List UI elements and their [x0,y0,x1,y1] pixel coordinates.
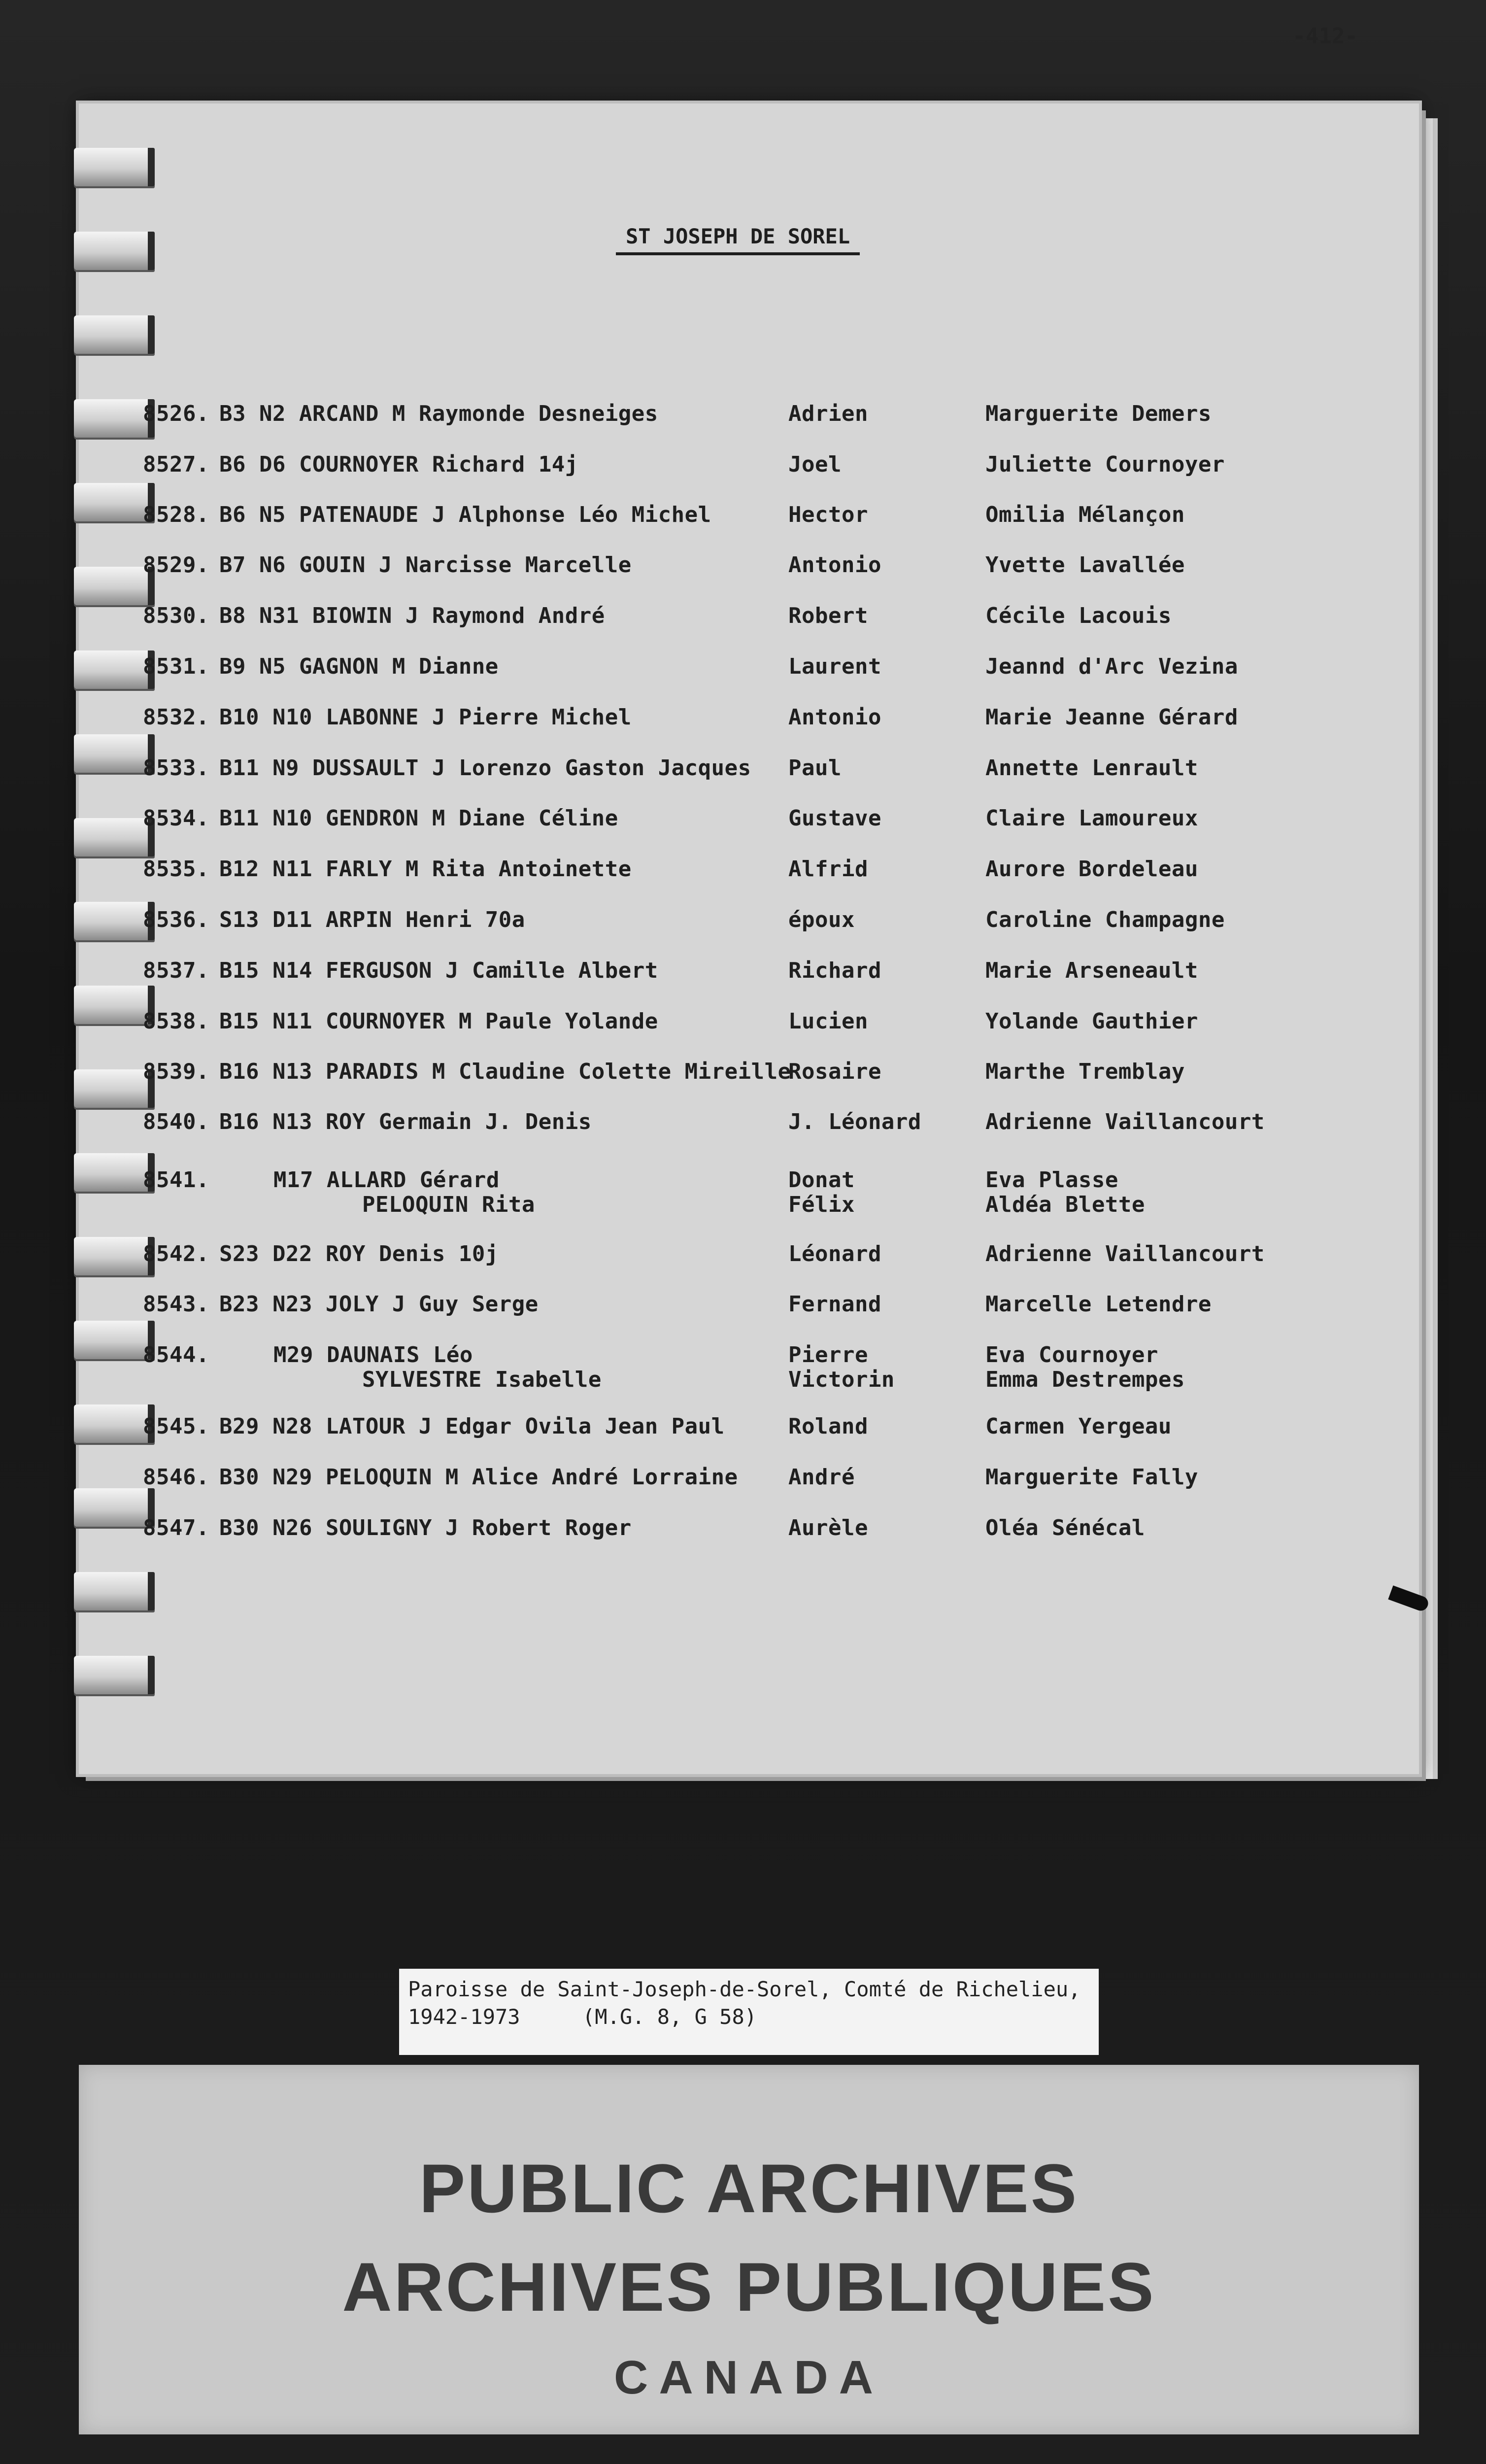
father-name: Roland [788,1414,868,1439]
mother-name: Annette Lenrault [985,755,1198,781]
entry-number: 8531. [143,654,209,679]
parish-heading: ST JOSEPH DE SOREL [616,224,860,255]
mother-name: Omilia Mélançon [985,502,1185,527]
entry-record: B7 N6 GOUIN J Narcisse Marcelle [219,552,632,578]
mother-name: Cécile Lacouis [985,603,1172,628]
entry-number: 8540. [143,1109,209,1134]
father-name: Aurèle [788,1515,868,1540]
entry-number: 8545. [143,1414,209,1439]
entry-number: 8533. [143,755,209,781]
father-name: Hector [788,502,868,527]
father-name-second-line: Félix [788,1192,855,1217]
page-number: -412- [1292,24,1358,49]
banner-line-2: ARCHIVES PUBLIQUES [342,2248,1156,2326]
entry-record: S23 D22 ROY Denis 10j [219,1241,499,1266]
binder-ring [74,1572,155,1610]
mother-name: Oléa Sénécal [985,1515,1145,1540]
entry-record: B6 N5 PATENAUDE J Alphonse Léo Michel [219,502,711,527]
mother-name: Marcelle Letendre [985,1292,1212,1317]
father-name-second-line: Victorin [788,1367,895,1392]
mother-name: Eva Plasse [985,1167,1118,1193]
mother-name: Caroline Champagne [985,907,1225,932]
mother-name-second-line: Aldéa Blette [985,1192,1145,1217]
father-name: Antonio [788,705,881,730]
father-name: Antonio [788,552,881,578]
entry-record: B16 N13 PARADIS M Claudine Colette Mireille [219,1059,791,1084]
mother-name: Adrienne Vaillancourt [985,1241,1265,1266]
entry-number: 8543. [143,1292,209,1317]
mother-name: Carmen Yergeau [985,1414,1172,1439]
mother-name: Yvette Lavallée [985,552,1185,578]
entry-record: B11 N9 DUSSAULT J Lorenzo Gaston Jacques [219,755,751,781]
mother-name: Marguerite Demers [985,401,1212,426]
caption-line-1: Paroisse de Saint-Joseph-de-Sorel, Comté de Richelieu, [408,1977,1081,2001]
mother-name: Marthe Tremblay [985,1059,1185,1084]
entry-record: B30 N26 SOULIGNY J Robert Roger [219,1515,632,1540]
binder-ring [74,315,155,354]
father-name: Fernand [788,1292,881,1317]
entry-record: S13 D11 ARPIN Henri 70a [219,907,525,932]
entry-record: M29 DAUNAIS Léo [273,1342,473,1368]
entry-number: 8526. [143,401,209,426]
entry-record: M17 ALLARD Gérard [273,1167,500,1193]
father-name: Lucien [788,1009,868,1034]
entry-record-second-line: SYLVESTRE Isabelle [362,1367,602,1392]
father-name: Rosaire [788,1059,881,1084]
entry-record: B30 N29 PELOQUIN M Alice André Lorraine [219,1465,738,1490]
entry-record: B15 N11 COURNOYER M Paule Yolande [219,1009,658,1034]
father-name: André [788,1465,855,1490]
entry-number: 8542. [143,1241,209,1266]
binder-ring [74,1656,155,1694]
entry-record: B29 N28 LATOUR J Edgar Ovila Jean Paul [219,1414,725,1439]
father-name: Gustave [788,806,881,831]
mother-name: Marie Arseneault [985,958,1198,983]
entry-record-second-line: PELOQUIN Rita [362,1192,535,1217]
entry-number: 8539. [143,1059,209,1084]
entry-number: 8529. [143,552,209,578]
entry-record: B9 N5 GAGNON M Dianne [219,654,499,679]
entry-record: B11 N10 GENDRON M Diane Céline [219,806,618,831]
mother-name: Marie Jeanne Gérard [985,705,1238,730]
entry-record: B6 D6 COURNOYER Richard 14j [219,452,578,477]
father-name: Donat [788,1167,855,1193]
entry-number: 8528. [143,502,209,527]
mother-name: Adrienne Vaillancourt [985,1109,1265,1134]
archive-caption-card [399,1969,1099,2055]
father-name: Léonard [788,1241,881,1266]
father-name: Joel [788,452,842,477]
archive-banner [79,2065,1419,2434]
entry-record: B8 N31 BIOWIN J Raymond André [219,603,605,628]
entry-record: B12 N11 FARLY M Rita Antoinette [219,856,632,882]
father-name: J. Léonard [788,1109,921,1134]
entry-record: B10 N10 LABONNE J Pierre Michel [219,705,632,730]
mother-name: Juliette Cournoyer [985,452,1225,477]
entry-number: 8544. [143,1342,209,1368]
mother-name: Claire Lamoureux [985,806,1198,831]
entry-number: 8530. [143,603,209,628]
entry-number: 8546. [143,1465,209,1490]
entry-number: 8547. [143,1515,209,1540]
sheet-edge [1419,118,1433,1779]
entry-number: 8535. [143,856,209,882]
mother-name: Eva Cournoyer [985,1342,1158,1368]
caption-line-2: 1942-1973 (M.G. 8, G 58) [408,2005,757,2029]
mother-name-second-line: Emma Destrempes [985,1367,1185,1392]
binder-ring [74,232,155,270]
mother-name: Jeannd d'Arc Vezina [985,654,1238,679]
entry-record: B23 N23 JOLY J Guy Serge [219,1292,539,1317]
spiral-binding [74,148,153,1754]
mother-name: Yolande Gauthier [985,1009,1198,1034]
entry-number: 8537. [143,958,209,983]
entry-record: B15 N14 FERGUSON J Camille Albert [219,958,658,983]
entry-number: 8538. [143,1009,209,1034]
entry-record: B16 N13 ROY Germain J. Denis [219,1109,592,1134]
father-name: Robert [788,603,868,628]
banner-line-3: CANADA [614,2351,884,2404]
entry-number: 8541. [143,1167,209,1193]
entry-number: 8527. [143,452,209,477]
mother-name: Aurore Bordeleau [985,856,1198,882]
father-name: Alfrid [788,856,868,882]
binder-ring [74,148,155,186]
father-name: Pierre [788,1342,868,1368]
entry-number: 8536. [143,907,209,932]
father-name: Laurent [788,654,881,679]
entry-number: 8532. [143,705,209,730]
mother-name: Marguerite Fally [985,1465,1198,1490]
father-name: Richard [788,958,881,983]
entry-number: 8534. [143,806,209,831]
father-name: Adrien [788,401,868,426]
father-name: Paul [788,755,842,781]
father-name: époux [788,907,855,932]
banner-line-1: PUBLIC ARCHIVES [419,2150,1079,2227]
entry-record: B3 N2 ARCAND M Raymonde Desneiges [219,401,658,426]
